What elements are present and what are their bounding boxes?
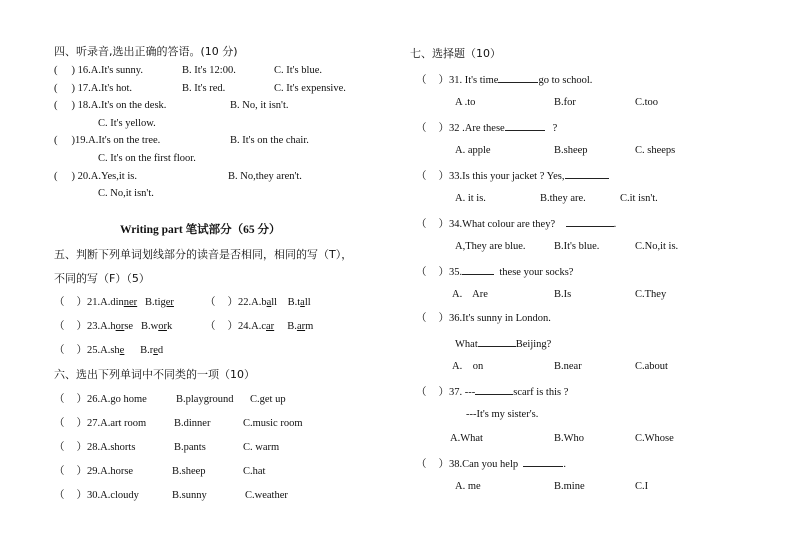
option-c: C.weather	[245, 490, 288, 501]
option-b: B.Is	[554, 289, 572, 300]
option-c: C.Whose	[635, 433, 674, 444]
option-b: B.mine	[554, 481, 585, 492]
option-c: C. It's blue.	[274, 65, 322, 76]
option-c: C.about	[635, 361, 668, 372]
answer-blank	[475, 384, 513, 395]
option-a: A,They are blue.	[455, 241, 526, 252]
option-c: C.too	[635, 97, 659, 108]
question-17: ( ) 17.A.It's hot.	[54, 83, 133, 94]
option-c: C. No,it isn't.	[98, 188, 154, 199]
section-5-title-line1: 五、判断下列单词划线部分的读音是否相同，相同的写（T），	[54, 248, 353, 261]
answer-blank	[566, 216, 614, 227]
option-a: A. Are	[452, 289, 488, 300]
option-b: B.pants	[174, 442, 206, 453]
option-b: B.sheep	[172, 466, 206, 477]
section-7-title: 七、选择题（10）	[410, 47, 501, 60]
option-b: B. It's on the chair.	[230, 135, 309, 146]
option-b: B. No, it isn't.	[230, 100, 289, 111]
answer-blank	[478, 336, 516, 347]
question-37: （ ）37. --- scarf is this ?	[416, 384, 568, 400]
option-a: A.It's on the tree.	[88, 135, 161, 146]
option-b: B.playground	[176, 394, 234, 405]
question-21: （ ）21.A.dinner B.tiger	[54, 297, 174, 308]
option-a: A. on	[452, 361, 484, 372]
question-30: （ ）30.A.cloudy	[54, 490, 139, 501]
option-a: A. me	[455, 481, 481, 492]
question-27: （ ）27.A.art room	[54, 418, 147, 429]
option-a: A.It's sunny.	[90, 65, 144, 76]
question-33: （ ）33.Is this your jacket ? Yes,	[416, 168, 609, 184]
section-6-title: 六、选出下列单词中不同类的一项（10）	[54, 368, 255, 381]
option-b: B.for	[554, 97, 576, 108]
option-c: C. It's on the first floor.	[98, 153, 196, 164]
option-a: A.Yes,it is.	[90, 171, 137, 182]
option-b: B.sheep	[554, 145, 588, 156]
option-c: C. sheeps	[635, 145, 676, 156]
question-26: （ ）26.A.go home	[54, 394, 147, 405]
section-4-title: 四、听录音,选出正确的答语。(10 分)	[54, 45, 238, 58]
option-b: B.near	[554, 361, 582, 372]
option-a: A. it is.	[455, 193, 486, 204]
section-5-title-line2: 不同的写（F）（5）	[54, 272, 150, 285]
question-36: （ ）36.It's sunny in London.	[416, 313, 551, 324]
option-a: A.It's on the desk.	[90, 100, 167, 111]
question-24: （ ）24.A.car B.arm	[205, 321, 314, 332]
option-b: B. No,they aren't.	[228, 171, 302, 182]
answer-blank	[505, 120, 545, 131]
question-20: ( ) 20.A.Yes,it is.	[54, 171, 137, 182]
question-31: （ ）31. It's time go to school.	[416, 72, 592, 88]
option-c: C.I	[635, 481, 649, 492]
option-a: A.What	[450, 433, 483, 444]
option-c: C. It's expensive.	[274, 83, 346, 94]
option-c: C. It's yellow.	[98, 118, 156, 129]
option-c: C.They	[635, 289, 667, 300]
option-c: C.music room	[243, 418, 303, 429]
question-19: ( )19.A.It's on the tree.	[54, 135, 161, 146]
answer-blank	[523, 456, 563, 467]
question-36-line2: What Beijing?	[455, 336, 551, 352]
question-35: （ ）35. these your socks?	[416, 264, 573, 280]
option-b: B. It's red.	[182, 83, 226, 94]
answer-blank	[565, 168, 609, 179]
option-a: A.It's hot.	[90, 83, 133, 94]
option-b: B.they are.	[540, 193, 586, 204]
question-34: （ ）34.What colour are they? .	[416, 216, 616, 232]
option-b: B.It's blue.	[554, 241, 600, 252]
question-23: （ ）23.A.horse B.work	[54, 321, 173, 332]
question-22: （ ）22.A.ball B.tall	[205, 297, 311, 308]
option-c: C.No,it is.	[635, 241, 679, 252]
option-c: C.get up	[250, 394, 286, 405]
option-b: B.sunny	[172, 490, 207, 501]
answer-blank	[462, 264, 494, 275]
answer-blank	[498, 72, 538, 83]
option-b: B. It's 12:00.	[182, 65, 236, 76]
option-c: C. warm	[243, 442, 280, 453]
question-18: ( ) 18.A.It's on the desk.	[54, 100, 167, 111]
question-38: （ ）38.Can you help .	[416, 456, 566, 472]
question-28: （ ）28.A.shorts	[54, 442, 136, 453]
question-25: （ ）25.A.she B.red	[54, 345, 164, 356]
question-37-line2: ---It's my sister's.	[466, 409, 539, 420]
question-29: （ ）29.A.horse	[54, 466, 134, 477]
question-16: ( ) 16.A.It's sunny.	[54, 65, 144, 76]
option-c: C.it isn't.	[620, 193, 658, 204]
question-32: （ ）32 .Are these ?	[416, 120, 557, 136]
option-b: B.Who	[554, 433, 585, 444]
option-c: C.hat	[243, 466, 266, 477]
option-b: B.dinner	[174, 418, 211, 429]
option-a: A .to	[455, 97, 476, 108]
writing-part-title: Writing part 笔试部分（65 分）	[120, 224, 281, 236]
option-a: A. apple	[455, 145, 491, 156]
